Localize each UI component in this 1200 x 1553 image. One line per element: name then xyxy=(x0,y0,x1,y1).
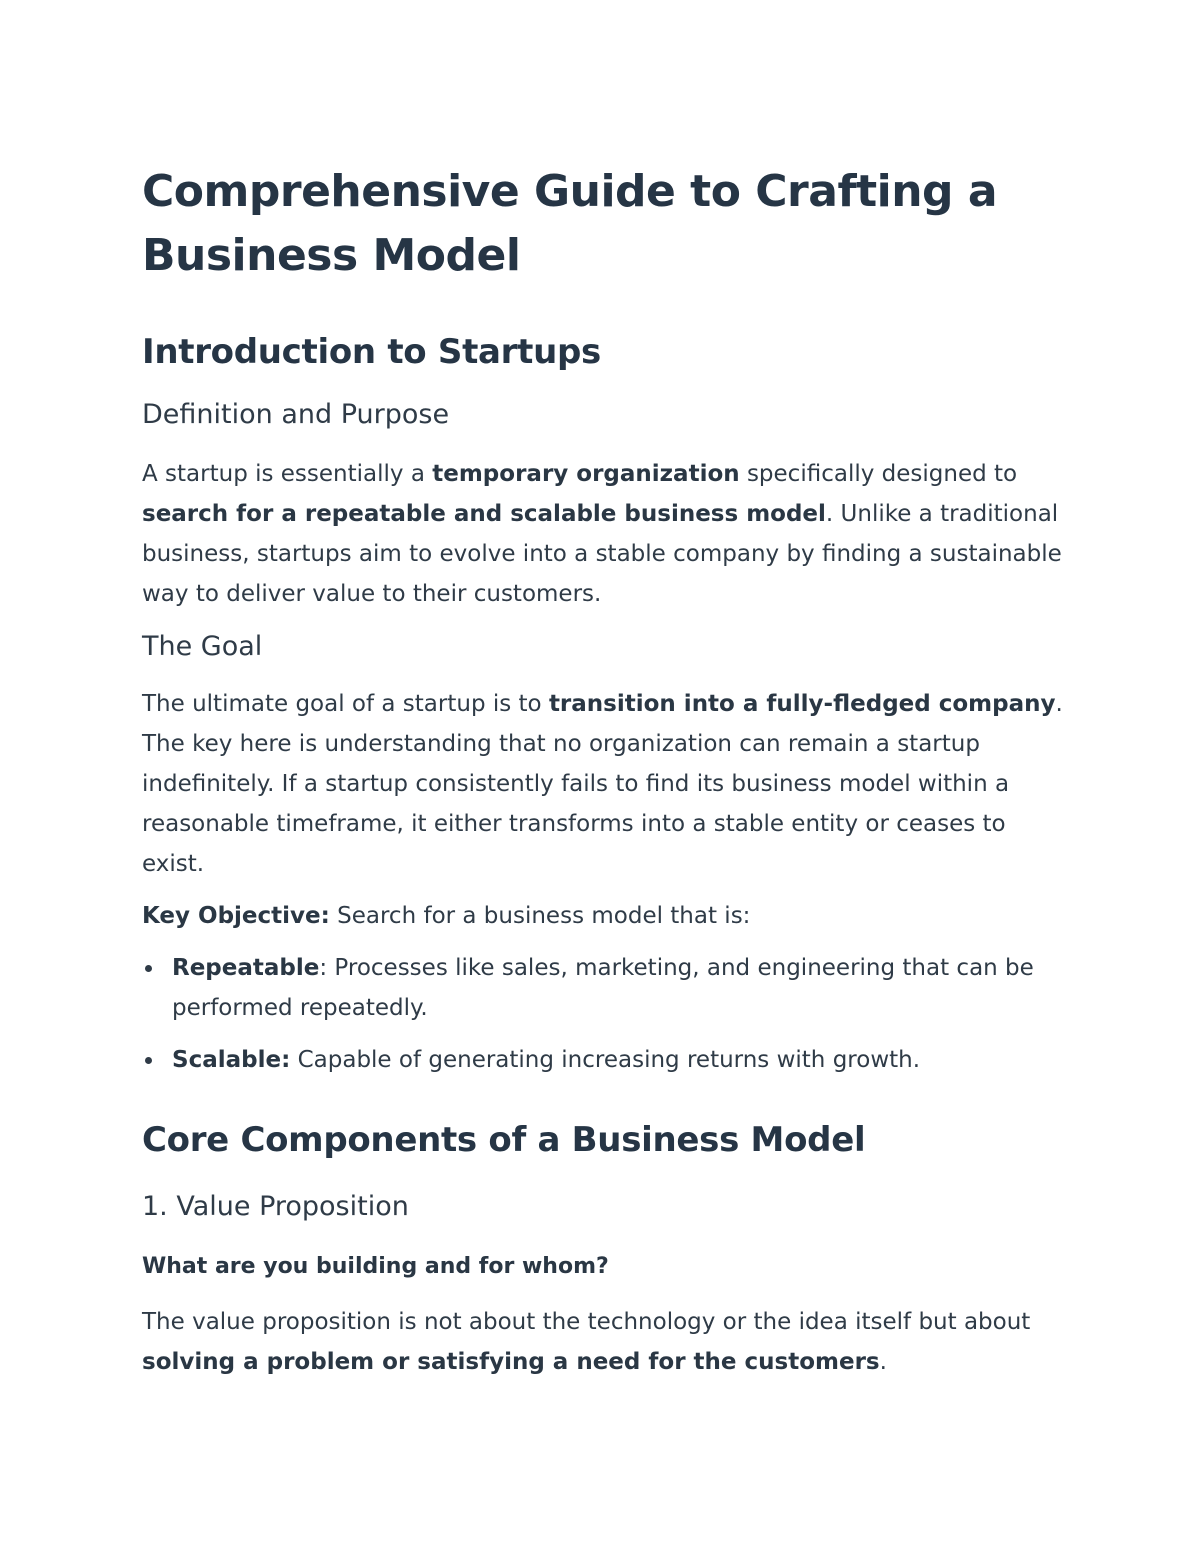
value-proposition-text-2: . xyxy=(879,1349,887,1375)
definition-text-3: . Unlike a traditional business, startups aim to evolve into a stable company by finding a sustainable way to deliver value to their customers. xyxy=(142,501,1062,607)
bullet-dot-icon xyxy=(145,1057,152,1064)
key-objective-text: Search for a business model that is: xyxy=(329,903,751,929)
list-item-repeatable xyxy=(142,948,1072,1028)
goal-bold-1: transition into a fully-fledged company xyxy=(548,691,1056,717)
definition-text-2: specifically designed to xyxy=(739,461,1018,487)
value-proposition-text-1: The value proposition is not about the technology or the idea itself but about xyxy=(142,1309,1031,1335)
list-item-text: Capable of generating increasing returns with growth. xyxy=(290,1047,921,1073)
section-heading-core-components: Core Components of a Business Model xyxy=(142,1120,866,1160)
subsection-heading-goal: The Goal xyxy=(142,631,263,662)
value-proposition-question: What are you building and for whom? xyxy=(142,1254,609,1279)
definition-paragraph xyxy=(142,454,1072,614)
list-item-text: : Processes like sales, marketing, and engineering that can be performed repeatedly. xyxy=(172,955,1034,1021)
goal-text-1: The ultimate goal of a startup is to xyxy=(142,691,549,717)
list-item-label: Repeatable xyxy=(172,955,320,981)
definition-bold-2: search for a repeatable and scalable business model xyxy=(142,501,826,527)
section-heading-introduction: Introduction to Startups xyxy=(142,332,601,372)
document-page xyxy=(142,160,1072,1382)
subsection-heading-definition: Definition and Purpose xyxy=(142,399,450,430)
definition-text-1: A startup is essentially a xyxy=(142,461,433,487)
subsection-heading-value-proposition: 1. Value Proposition xyxy=(142,1191,409,1222)
objective-bullet-list xyxy=(142,948,1072,1080)
value-proposition-bold-1: solving a problem or satisfying a need for the customers xyxy=(142,1349,880,1375)
list-item-label: Scalable: xyxy=(172,1047,291,1073)
value-proposition-paragraph xyxy=(142,1302,1072,1382)
goal-paragraph xyxy=(142,684,1072,884)
document-title: Comprehensive Guide to Crafting a Business Model xyxy=(142,166,998,281)
bullet-dot-icon xyxy=(145,965,152,972)
goal-text-2: . The key here is understanding that no organization can remain a startup indefinitely. If a startup consistently fails to find its business model within a reasonable timeframe, it either transforms into a stable entity or ceases to exist. xyxy=(142,691,1063,877)
key-objective-label: Key Objective: xyxy=(142,903,330,929)
list-item-scalable xyxy=(142,1040,1072,1080)
definition-bold-1: temporary organization xyxy=(432,461,740,487)
key-objective-paragraph xyxy=(142,896,1072,936)
